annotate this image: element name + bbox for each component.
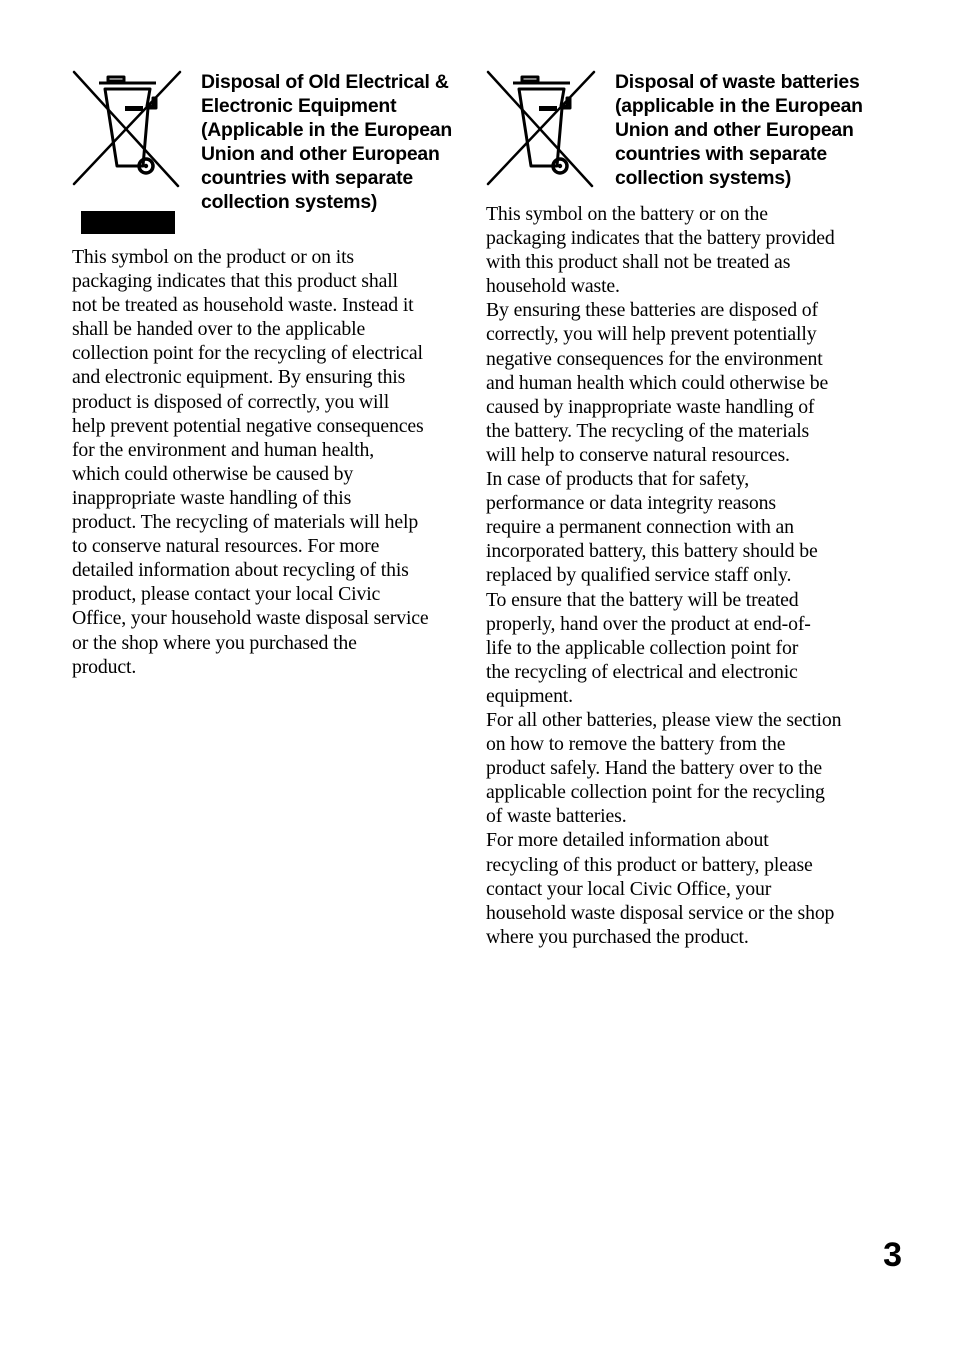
battery-body xyxy=(486,202,868,949)
weee-symbol xyxy=(72,70,201,234)
weee-heading: Disposal of Old Electrical & Electronic Equipment (Applicable in the European Union and other European countries with separate collection systems) xyxy=(201,71,453,213)
battery-paragraph: To ensure that the battery will be treated properly, hand over the product at end-of- life to the applicable collection point for the recycling of electrical and electronic equipment. xyxy=(486,588,811,707)
solid-bar-marker xyxy=(81,211,175,234)
battery-paragraph: By ensuring these batteries are disposed of correctly, you will help prevent potentially negative consequences for the environment and human health which could otherwise be caused by inappropriate waste handling of the battery. The recycling of the materials will help to conserve natural resources. xyxy=(486,299,829,466)
battery-section-header xyxy=(486,70,868,190)
page-number: 3 xyxy=(883,1236,902,1274)
crossed-out-wheelie-bin-icon xyxy=(72,70,184,188)
weee-paragraph: This symbol on the product or on its packaging indicates that this product shall not be treated as household waste. Instead it shall be handed over to the applicable collection point for the recycling of electrical and electronic equipment. By ensuring this product is disposed of correctly, you will help prevent potential negative consequences for the environment and human health, which could otherwise be caused by inappropriate waste handling of this product. The recycling of materials will help to conserve natural resources. For more detailed information about recycling of this product, please contact your local Civic Office, your household waste disposal service or the shop where you purchased the product. xyxy=(72,246,429,678)
battery-disposal-section xyxy=(486,70,868,949)
battery-paragraph: For all other batteries, please view the section on how to remove the battery from the product safely. Hand the battery over to the applicable collection point for the recycling of waste batteries. xyxy=(486,708,842,828)
battery-paragraph: For more detailed information about recycling of this product or battery, please contact your local Civic Office, your household waste disposal service or the shop where you purchased the product. xyxy=(486,829,835,948)
battery-paragraph: In case of products that for safety, performance or data integrity reasons require a permanent connection with an incorporated battery, this battery should be replaced by qualified service staff only. xyxy=(486,468,818,587)
weee-disposal-section xyxy=(72,70,454,679)
weee-body xyxy=(72,245,454,679)
crossed-out-wheelie-bin-icon xyxy=(486,70,598,188)
weee-section-header xyxy=(72,70,454,234)
battery-heading: Disposal of waste batteries (applicable in the European Union and other European countries with separate collection systems) xyxy=(615,71,863,189)
battery-paragraph: This symbol on the battery or on the packaging indicates that the battery provided with this product shall not be treated as household waste. xyxy=(486,203,835,298)
battery-symbol xyxy=(486,70,615,188)
